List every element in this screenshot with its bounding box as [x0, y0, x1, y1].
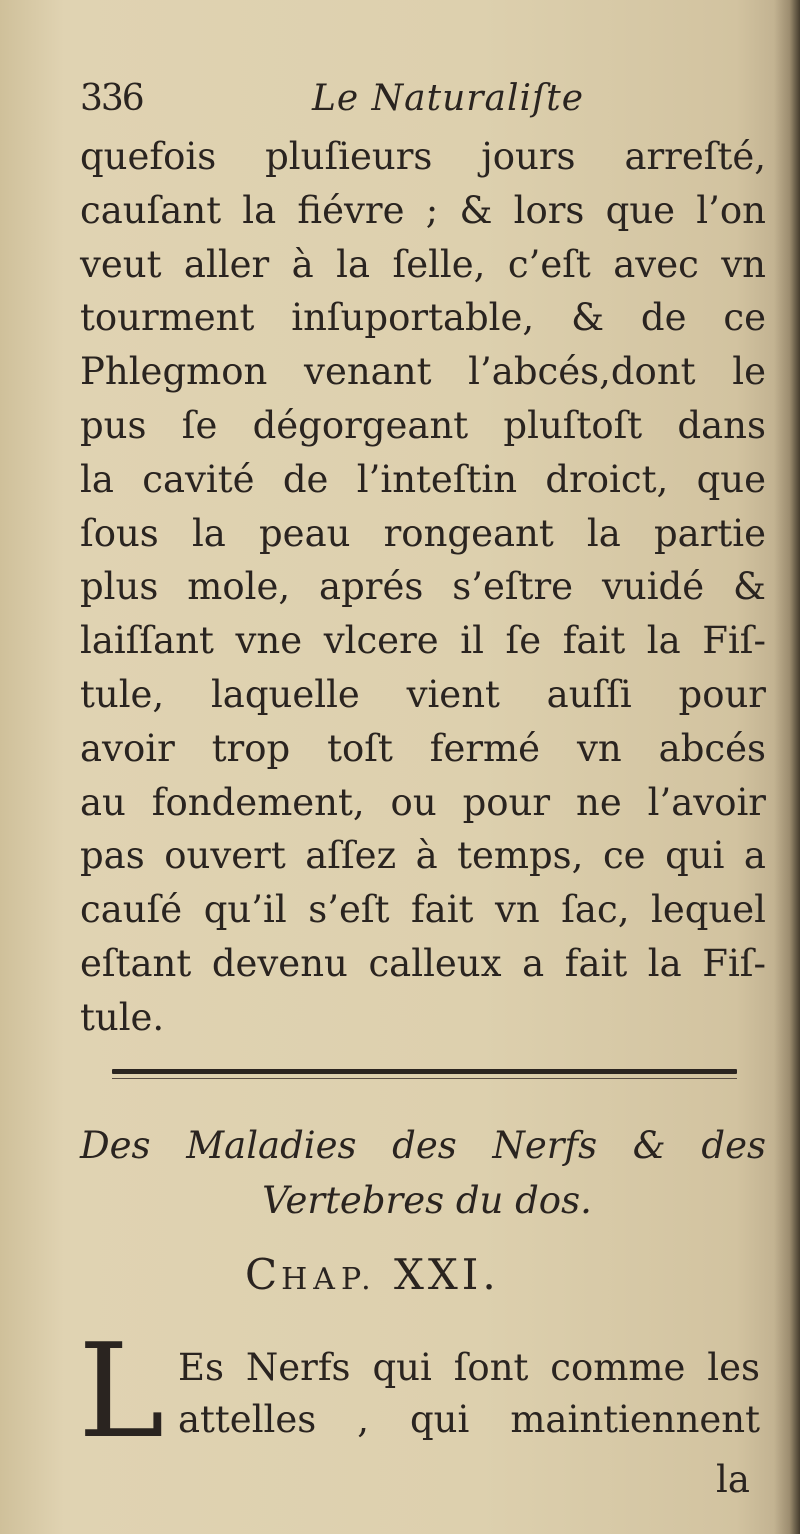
- text-line: tule.: [80, 995, 165, 1039]
- text-line: eſtant devenu calleux a fait la Fiſ-: [80, 941, 766, 985]
- section-title-line: Des Maladies des Nerfs & des: [80, 1124, 766, 1167]
- text-line: ſous la peau rongeant la partie: [80, 511, 766, 555]
- page-number: 336: [80, 78, 143, 119]
- text-line: veut aller à la ſelle, c’eſt avec vn: [80, 242, 766, 286]
- text-line: plus mole, aprés s’eſtre vuidé &: [80, 565, 766, 609]
- text-line: pas ouvert aſſez à temps, ce qui a: [80, 834, 766, 878]
- body-text: [80, 130, 766, 1045]
- text-line: attelles , qui maintiennent: [178, 1398, 760, 1441]
- text-line: cauſé qu’il s’eſt fait vn ſac, lequel: [80, 888, 766, 932]
- section-divider: [112, 1069, 737, 1074]
- catchword: la: [716, 1458, 750, 1501]
- chapter-prefix-rest: HAP.: [281, 1262, 377, 1297]
- section-title-line: Vertebres du dos.: [262, 1179, 592, 1222]
- text-line: avoir trop toſt fermé vn abcés: [80, 726, 766, 770]
- text-line: tourment inſuportable, & de ce: [80, 296, 766, 340]
- chapter-prefix-initial: C: [245, 1250, 282, 1299]
- text-line: la cavité de l’inteſtin droict, que: [80, 457, 766, 501]
- chapter-text: [178, 1342, 760, 1446]
- text-line: pus ſe dégorgeant pluſtoſt dans: [80, 403, 766, 447]
- running-head: Le Naturaliſte: [312, 78, 585, 119]
- section-title: [80, 1118, 766, 1228]
- text-line: Es Nerfs qui ſont comme les: [178, 1346, 760, 1389]
- text-line: laiſſant vne vlcere il ſe fait la Fiſ-: [80, 619, 766, 663]
- page-header: [80, 78, 680, 128]
- chapter-heading: [245, 1250, 605, 1299]
- chapter-number: XXI.: [393, 1250, 500, 1299]
- text-line: tule, laquelle vient auſſi pour: [80, 672, 766, 716]
- section-divider-fine: [112, 1078, 737, 1079]
- page-gutter: [774, 0, 800, 1534]
- text-line: quefois pluſieurs jours arreſté,: [80, 135, 766, 178]
- drop-cap: L: [78, 1315, 165, 1467]
- text-line: Phlegmon venant l’abcés,dont le: [80, 350, 766, 394]
- text-line: au fondement, ou pour ne l’avoir: [80, 780, 766, 824]
- text-line: cauſant la fiévre ; & lors que l’on: [80, 188, 766, 232]
